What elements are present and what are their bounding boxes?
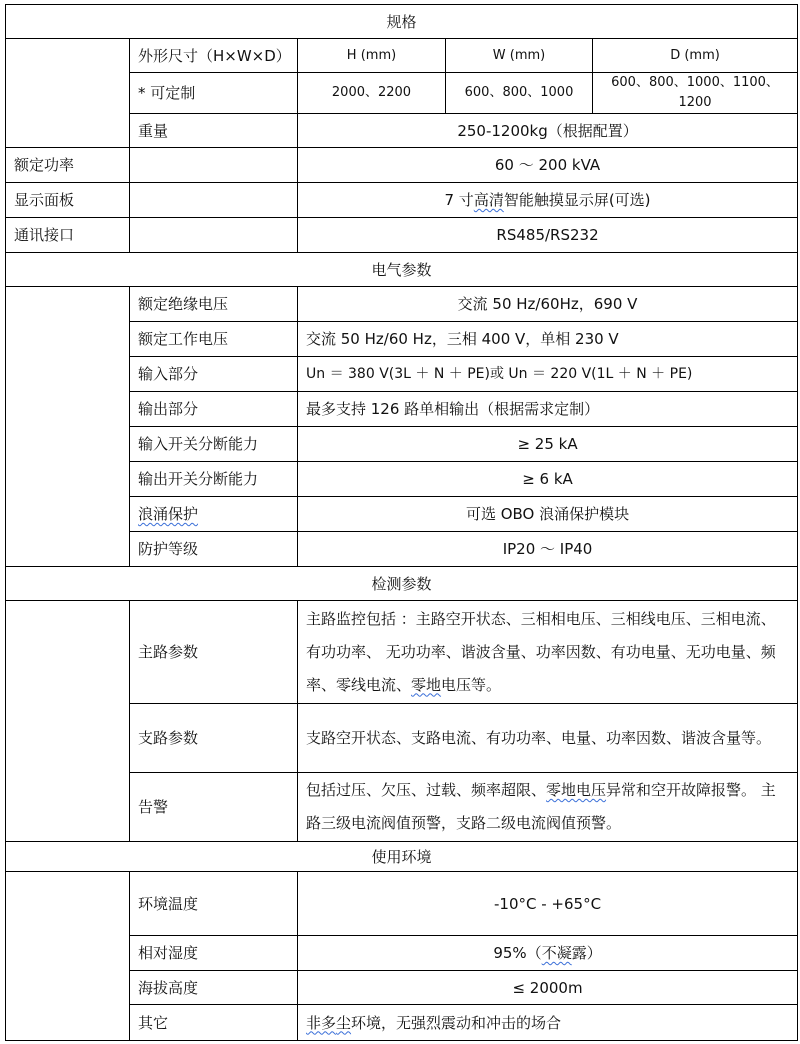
elec-value: 最多支持 126 路单相输出（根据需求定制） [298,392,798,427]
altitude-value: ≤ 2000m [298,971,798,1005]
section-title-environment: 使用环境 [6,842,798,872]
comm-label: 通讯接口 [6,218,130,253]
alarm-text-sq: 零地电压 [546,781,607,799]
monitoring-group-cell [6,601,130,842]
alarm-text-a: 包括过压、欠压、过载、频率超限、 [306,781,547,799]
environment-group-cell [6,872,130,1041]
alarm-label: 告警 [130,773,298,842]
elec-value: ≥ 6 kA [298,462,798,497]
section-title-electrical: 电气参数 [6,253,798,287]
alarm-text-b: 异常和空开故障报警。 主路三级电流阀值预警，支路二级电流阀值预警。 [306,781,776,832]
elec-label: 额定绝缘电压 [130,287,298,322]
weight-label: 重量 [130,114,298,148]
table-row [6,183,798,218]
empty-cell [130,183,298,218]
main-params-label: 主路参数 [130,601,298,704]
spec-group-cell [6,39,130,148]
weight-value: 250-1200kg（根据配置） [298,114,798,148]
electrical-group-cell [6,287,130,567]
elec-value: ≥ 25 kA [298,427,798,462]
elec-value: Un ＝ 380 V(3L ＋ N ＋ PE)或 Un ＝ 220 V(1L ＋ N ＋ PE) [298,357,798,392]
rated-power-label: 额定功率 [6,148,130,183]
section-electrical-row [6,253,798,287]
elec-label: 输出部分 [130,392,298,427]
display-value-suffix: 智能触摸显示屏(可选) [503,191,651,209]
temp-label: 环境温度 [130,872,298,936]
temp-value: -10°C - +65°C [298,872,798,936]
display-value-sq: 高清 [473,191,504,209]
table-row [6,601,798,704]
section-title-monitoring: 检测参数 [6,567,798,601]
display-value-prefix: 7 寸 [444,191,474,209]
elec-label: 额定工作电压 [130,322,298,357]
surge-label-text: 浪涌保护 [138,505,199,523]
display-value [298,183,798,218]
humidity-value [298,936,798,971]
surge-value: 可选 OBO 浪涌保护模块 [298,497,798,532]
alarm-value [298,773,798,842]
elec-label: 输入开关分断能力 [130,427,298,462]
table-row [6,287,798,322]
table-row [6,218,798,253]
humidity-text-b: 露） [571,944,602,962]
other-text-b: 环境，无强烈震动和冲击的场合 [351,1013,562,1032]
d-values: 600、800、1000、1100、1200 [593,73,798,114]
empty-cell [130,148,298,183]
elec-value: 交流 50 Hz/60Hz，690 V [298,287,798,322]
comm-value: RS485/RS232 [298,218,798,253]
other-text-sq: 尘 [336,1013,352,1032]
other-label: 其它 [130,1005,298,1041]
rated-power-value: 60 ～ 200 kVA [298,148,798,183]
empty-cell [130,218,298,253]
spec-table [5,4,798,1041]
table-row [6,39,798,73]
h-header: H (mm) [298,39,446,73]
protection-value: IP20 ～ IP40 [298,532,798,567]
surge-label [130,497,298,532]
display-label: 显示面板 [6,183,130,218]
w-values: 600、800、1000 [446,73,593,114]
elec-label: 输出开关分断能力 [130,462,298,497]
main-params-text-b: 电压等。 [441,675,502,694]
table-row [6,872,798,936]
w-header: W (mm) [446,39,593,73]
table-row [6,148,798,183]
humidity-text-a: 95%（ [493,944,542,962]
main-params-text-a: 主路监控包括 ：主路空开状态、三相相电压、三相线电压、三相电流、有功功率、 无功功率、谐波含量、功率因数、有功电量、无功电量、频率、零线电流、 [306,609,776,694]
dimensions-label: 外形尺寸（H×W×D） [130,39,298,73]
section-title-spec: 规格 [6,5,798,39]
protection-label: 防护等级 [130,532,298,567]
main-params-value [298,601,798,704]
main-params-text-sq: 零地 [411,675,442,694]
elec-label: 输入部分 [130,357,298,392]
other-value [298,1005,798,1041]
section-monitoring-row [6,567,798,601]
altitude-label: 海拔高度 [130,971,298,1005]
d-header: D (mm) [593,39,798,73]
branch-params-value: 支路空开状态、支路电流、有功功率、电量、功率因数、谐波含量等。 [298,704,798,773]
section-environment-row [6,842,798,872]
h-values: 2000、2200 [298,73,446,114]
humidity-text-sq: 不凝 [541,944,572,962]
custom-label: * 可定制 [130,73,298,114]
branch-params-label: 支路参数 [130,704,298,773]
other-text-a: 非多 [306,1013,337,1032]
section-spec-row [6,5,798,39]
elec-value: 交流 50 Hz/60 Hz，三相 400 V，单相 230 V [298,322,798,357]
humidity-label: 相对湿度 [130,936,298,971]
